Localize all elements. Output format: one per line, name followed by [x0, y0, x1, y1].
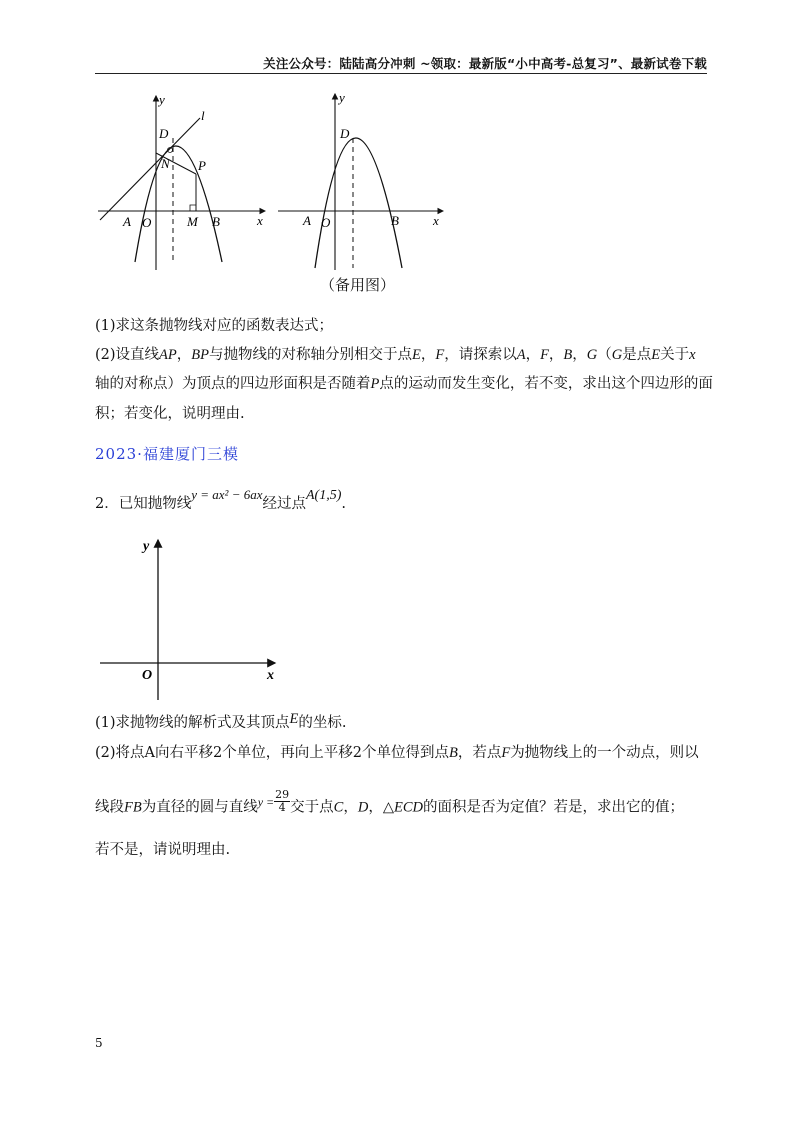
fraction-denominator: 4 — [278, 801, 286, 814]
label-N: N — [161, 156, 170, 171]
label-x: x — [433, 213, 439, 228]
right-angle-mark — [190, 205, 196, 211]
label-A: A — [123, 214, 131, 229]
fraction-numerator: 29 — [275, 788, 290, 801]
label-y: y — [143, 539, 150, 554]
label-D: D — [340, 126, 350, 141]
coordinate-axes — [95, 532, 285, 702]
problem2-q2-line3: 若不是，请说明理由. — [95, 842, 231, 858]
label-l: l — [201, 108, 205, 123]
label-y: y — [339, 90, 345, 105]
label-x: x — [257, 213, 263, 228]
problem2-q2-line1: (2)将点A向右平移2个单位，再向上平移2个单位得到点B，若点F为抛物线上的一个动点，则以 — [95, 745, 699, 761]
label-O: O — [142, 215, 152, 230]
label-M: M — [187, 214, 198, 229]
page-header: 关注公众号：陆陆高分冲刺 ~领取：最新版“小中高考-总复习”、最新试卷下载 — [95, 54, 707, 74]
line-l — [100, 118, 200, 220]
figure-caption: （备用图） — [320, 276, 396, 294]
figure-1 — [95, 90, 275, 275]
problem1-q2-line2: 轴的对称点）为顶点的四边形面积是否随着P点的运动而发生变化，若不变，求出这个四边形的面 — [95, 376, 713, 392]
problem2-q1: (1)求抛物线的解析式及其顶点E的坐标. — [95, 711, 347, 731]
label-y: y — [159, 92, 165, 107]
parabola — [315, 138, 402, 268]
problem1-q1: (1)求这条抛物线对应的函数表达式； — [95, 318, 334, 334]
label-x: x — [267, 668, 274, 683]
label-P: P — [198, 158, 206, 173]
parabola — [135, 146, 222, 262]
section-title: 2023·福建厦门三模 — [95, 445, 239, 463]
problem2-q2-line2: 线段FB为直径的圆与直线$^{y =}$ $\frac{29}{4}$ 交于点C，D，△ECD的面积是否为定值？若是，求出它的值； — [95, 788, 684, 816]
problem1-q2-line1: (2)设直线AP，BP与抛物线的对称轴分别相交于点E，F，请探索以A，F，B，G（G是点E关于x — [95, 347, 696, 363]
label-B: B — [212, 214, 220, 229]
figure-2 — [275, 88, 450, 273]
label-D: D — [159, 126, 169, 141]
page-number: 5 — [95, 1036, 103, 1050]
label-O: O — [142, 668, 153, 683]
label-B: B — [391, 213, 399, 228]
problem1-q2-line3: 积；若变化，说明理由. — [95, 406, 245, 422]
label-A: A — [303, 213, 311, 228]
problem2-intro: 2．已知抛物线y = ax² − 6ax经过点A(1,5). — [95, 487, 346, 512]
label-O: O — [321, 215, 331, 230]
